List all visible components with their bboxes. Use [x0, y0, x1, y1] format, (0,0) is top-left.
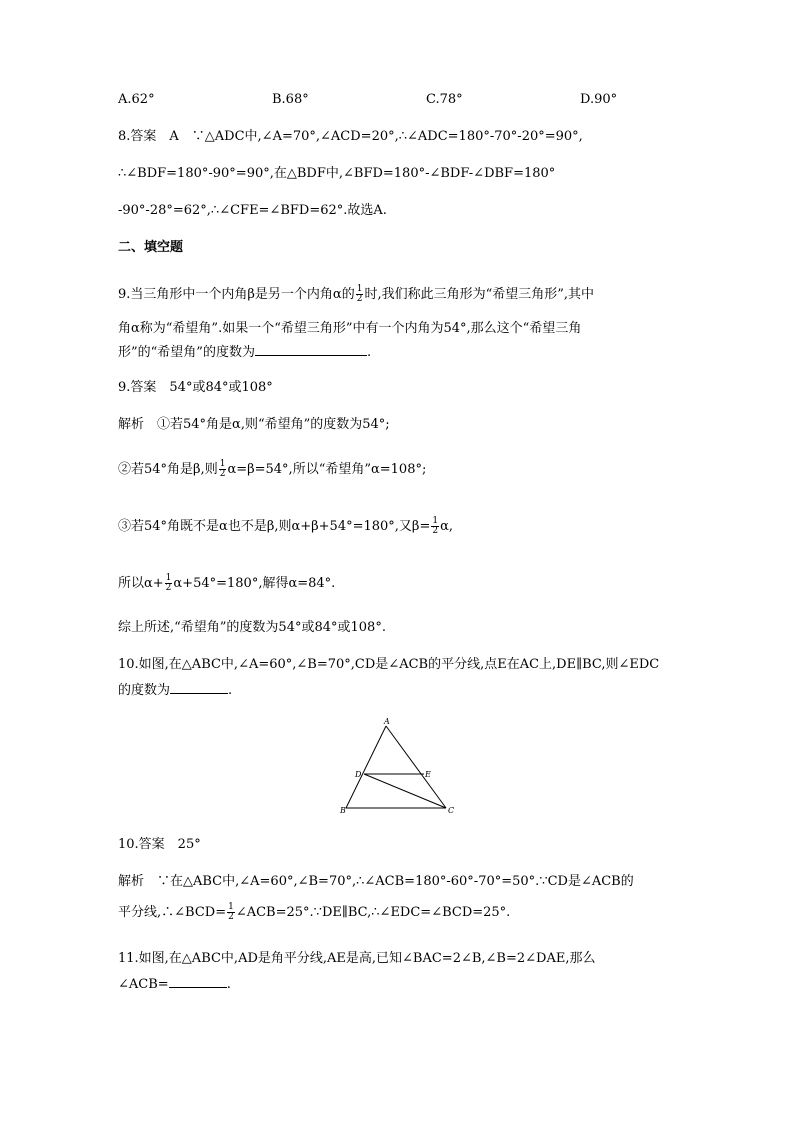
q9-solution-4-text-end: α+54°=180°,解得α=84°.: [173, 576, 336, 591]
q11-line2-text: ∠ACB=: [118, 977, 169, 992]
period: .: [226, 977, 231, 992]
section-title: 二、填空题: [118, 240, 184, 255]
option-a: A.62°: [118, 92, 155, 107]
q11-line2: [118, 973, 231, 995]
q9-line3: [118, 341, 371, 363]
period: .: [366, 345, 372, 360]
answer-blank[interactable]: [169, 973, 227, 988]
fraction-half: $\frac{1}{2}$: [219, 459, 226, 479]
label-a: A: [384, 717, 390, 726]
q10-solution-2-text: 平分线,∴∠BCD=: [118, 905, 227, 920]
q10-line2-text: 的度数为: [118, 683, 171, 698]
side-ab: [346, 726, 386, 808]
fraction-half: $\frac{1}{2}$: [432, 516, 439, 536]
q9-solution-2-text-end: α=β=54°,所以“希望角”α=108°;: [227, 462, 427, 477]
option-d: D.90°: [580, 92, 618, 107]
q10-answer: 10.答案 25°: [118, 837, 201, 852]
fraction-half: $\frac{1}{2}$: [228, 902, 234, 922]
q9-line1-text-end: 时,我们称此三角形为“希望三角形”,其中: [364, 287, 594, 302]
q8-answer-line1: 8.答案 A ∵△ADC中,∠A=70°,∠ACD=20°,∴∠ADC=180°-70°-20°=90°,: [118, 129, 583, 144]
label-c: C: [448, 806, 455, 815]
q10-line1: 10.如图,在△ABC中,∠A=60°,∠B=70°,CD是∠ACB的平分线,点E在AC上,DE∥BC,则∠EDC: [118, 657, 660, 672]
q9-line1: [118, 285, 594, 305]
q9-solution-1: 解析 ①若54°角是α,则“希望角”的度数为54°;: [118, 417, 390, 432]
q9-solution-4: [118, 574, 335, 594]
q11-line1: 11.如图,在△ABC中,AD是角平分线,AE是高,已知∠BAC=2∠B,∠B=2∠DAE,那么: [118, 951, 596, 966]
q9-solution-2: [118, 460, 426, 480]
q10-line2: [118, 679, 232, 701]
q8-answer-line2: ∴∠BDF=180°-90°=90°,在△BDF中,∠BFD=180°-∠BDF-∠DBF=180°: [118, 166, 556, 181]
option-c: C.78°: [426, 92, 463, 107]
q9-solution-4-text: 所以α+: [118, 576, 164, 591]
q9-answer: 9.答案 54°或84°或108°: [118, 380, 273, 395]
period: .: [228, 683, 233, 698]
fraction-half: $\frac{1}{2}$: [356, 284, 363, 304]
q10-solution-2: [118, 903, 510, 923]
q9-line2: 角α称为“希望角”.如果一个“希望三角形”中有一个内角为54°,那么这个“希望三角: [118, 321, 582, 336]
answer-blank[interactable]: [255, 341, 367, 356]
label-e: E: [425, 770, 431, 779]
q8-answer-line3: -90°-28°=62°,∴∠CFE=∠BFD=62°.故选A.: [118, 203, 387, 218]
q9-solution-3-text: ③若54°角既不是α也不是β,则α+β+54°=180°,又β=: [118, 519, 431, 534]
fraction-half: $\frac{1}{2}$: [165, 573, 172, 593]
label-d: D: [355, 770, 362, 779]
q9-line3-text: 形”的“希望角”的度数为: [118, 345, 255, 360]
q10-solution-1: 解析 ∵在△ABC中,∠A=60°,∠B=70°,∴∠ACB=180°-60°-70°=50°.∵CD是∠ACB的: [118, 874, 634, 889]
q9-line1-text: 9.当三角形中一个内角β是另一个内角α的: [118, 287, 355, 302]
q9-solution-2-text: ②若54°角是β,则: [118, 462, 218, 477]
option-b: B.68°: [272, 92, 309, 107]
q9-solution-3: [118, 517, 453, 537]
q9-solution-3-text-end: α,: [440, 519, 453, 534]
q9-summary: 综上所述,“希望角”的度数为54°或84°或108°.: [118, 620, 386, 635]
triangle-figure: [330, 716, 470, 820]
q10-solution-2-text-end: ∠ACB=25°.∵DE∥BC,∴∠EDC=∠BCD=25°.: [235, 905, 511, 920]
label-b: B: [340, 806, 346, 815]
answer-blank[interactable]: [170, 679, 228, 694]
